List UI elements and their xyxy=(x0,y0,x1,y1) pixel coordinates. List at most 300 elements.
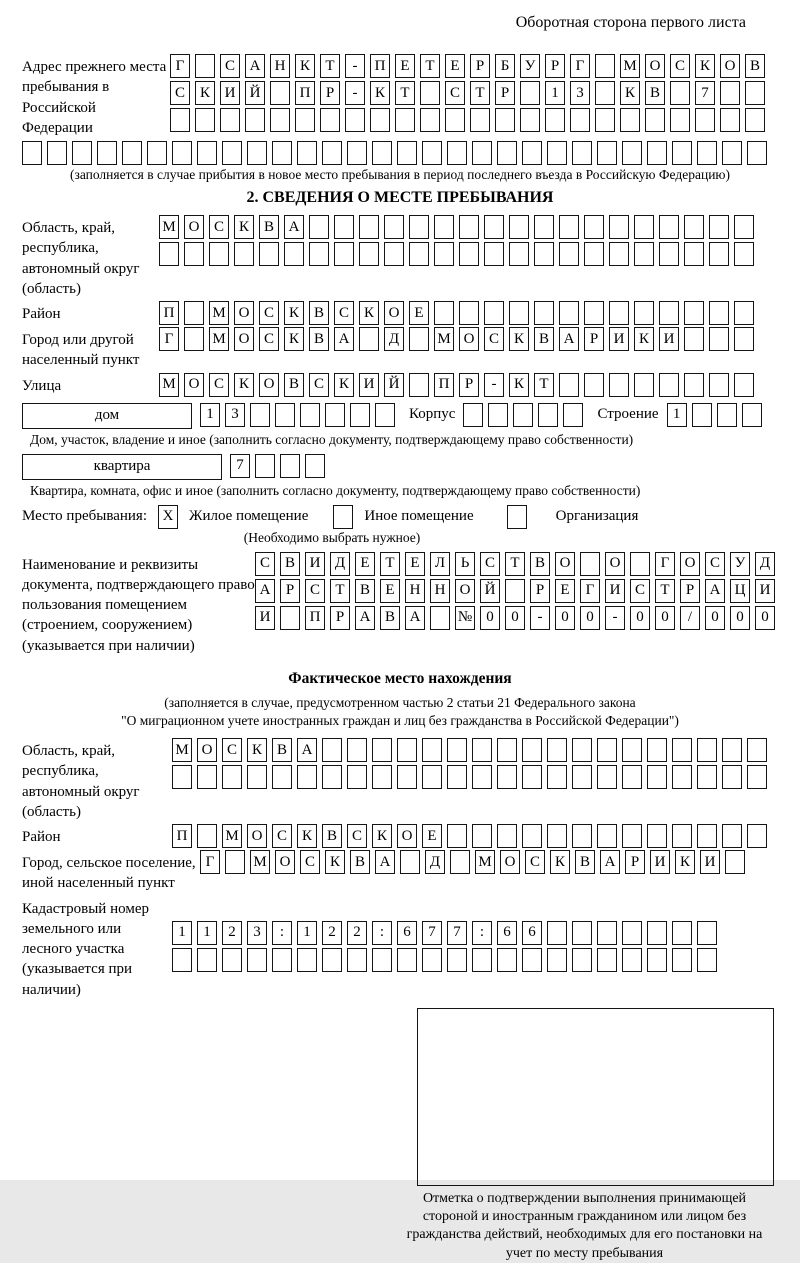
form-cell[interactable] xyxy=(409,373,429,397)
form-cell[interactable]: В xyxy=(309,327,329,351)
form-cell[interactable] xyxy=(647,765,667,789)
form-cell[interactable]: 7 xyxy=(447,921,467,945)
form-cell[interactable]: Т xyxy=(395,81,415,105)
form-cell[interactable] xyxy=(184,301,204,325)
form-cell[interactable]: П xyxy=(159,301,179,325)
form-cell[interactable] xyxy=(547,141,567,165)
form-cell[interactable]: И xyxy=(605,579,625,603)
form-cell[interactable] xyxy=(697,141,717,165)
form-cell[interactable] xyxy=(222,765,242,789)
form-cell[interactable] xyxy=(559,242,579,266)
form-cell[interactable]: О xyxy=(234,327,254,351)
form-cell[interactable]: Н xyxy=(270,54,290,78)
form-cell[interactable]: М xyxy=(434,327,454,351)
form-cell[interactable] xyxy=(595,54,615,78)
form-cell[interactable]: 0 xyxy=(630,606,650,630)
form-cell[interactable]: Т xyxy=(380,552,400,576)
form-cell[interactable] xyxy=(322,141,342,165)
form-cell[interactable]: О xyxy=(459,327,479,351)
form-cell[interactable]: С xyxy=(525,850,545,874)
form-cell[interactable] xyxy=(570,108,590,132)
form-cell[interactable]: Б xyxy=(495,54,515,78)
form-cell[interactable]: В xyxy=(534,327,554,351)
form-cell[interactable]: В xyxy=(259,215,279,239)
form-cell[interactable] xyxy=(520,108,540,132)
form-cell[interactable] xyxy=(234,242,254,266)
form-cell[interactable]: Е xyxy=(380,579,400,603)
form-cell[interactable] xyxy=(463,403,483,427)
form-cell[interactable] xyxy=(409,215,429,239)
form-cell[interactable]: 0 xyxy=(655,606,675,630)
form-cell[interactable] xyxy=(359,242,379,266)
form-cell[interactable]: О xyxy=(259,373,279,397)
form-cell[interactable]: А xyxy=(600,850,620,874)
form-cell[interactable]: О xyxy=(184,373,204,397)
form-cell[interactable]: Т xyxy=(470,81,490,105)
form-cell[interactable]: 0 xyxy=(755,606,775,630)
form-cell[interactable]: Г xyxy=(570,54,590,78)
form-cell[interactable]: В xyxy=(350,850,370,874)
form-cell[interactable] xyxy=(609,301,629,325)
form-cell[interactable]: В xyxy=(284,373,304,397)
form-cell[interactable]: К xyxy=(620,81,640,105)
form-cell[interactable]: Р xyxy=(530,579,550,603)
form-cell[interactable]: 1 xyxy=(200,403,220,427)
form-cell[interactable] xyxy=(520,81,540,105)
form-cell[interactable] xyxy=(547,921,567,945)
form-cell[interactable]: В xyxy=(272,738,292,762)
form-cell[interactable] xyxy=(659,242,679,266)
form-cell[interactable] xyxy=(445,108,465,132)
form-cell[interactable]: Г xyxy=(159,327,179,351)
form-cell[interactable]: К xyxy=(247,738,267,762)
form-cell[interactable]: К xyxy=(234,373,254,397)
form-cell[interactable] xyxy=(447,824,467,848)
form-cell[interactable]: 0 xyxy=(730,606,750,630)
form-cell[interactable] xyxy=(197,141,217,165)
form-cell[interactable] xyxy=(472,824,492,848)
stay-type-checkbox-cell[interactable]: X xyxy=(158,505,178,529)
form-cell[interactable]: С xyxy=(209,215,229,239)
form-cell[interactable] xyxy=(384,242,404,266)
form-cell[interactable]: Е xyxy=(405,552,425,576)
form-cell[interactable]: 3 xyxy=(225,403,245,427)
form-cell[interactable] xyxy=(709,242,729,266)
form-cell[interactable]: Е xyxy=(445,54,465,78)
form-cell[interactable] xyxy=(597,948,617,972)
form-cell[interactable]: М xyxy=(209,301,229,325)
form-cell[interactable] xyxy=(547,948,567,972)
form-cell[interactable] xyxy=(422,141,442,165)
form-cell[interactable] xyxy=(488,403,508,427)
form-cell[interactable]: О xyxy=(384,301,404,325)
form-cell[interactable] xyxy=(322,948,342,972)
form-cell[interactable]: А xyxy=(245,54,265,78)
form-cell[interactable]: 7 xyxy=(230,454,250,478)
form-cell[interactable] xyxy=(422,738,442,762)
form-cell[interactable] xyxy=(47,141,67,165)
form-cell[interactable] xyxy=(609,215,629,239)
form-cell[interactable] xyxy=(720,108,740,132)
form-cell[interactable] xyxy=(734,301,754,325)
form-cell[interactable] xyxy=(470,108,490,132)
form-cell[interactable]: В xyxy=(575,850,595,874)
form-cell[interactable] xyxy=(538,403,558,427)
form-cell[interactable] xyxy=(584,215,604,239)
form-cell[interactable] xyxy=(622,921,642,945)
form-cell[interactable] xyxy=(684,373,704,397)
form-cell[interactable]: О xyxy=(455,579,475,603)
form-cell[interactable] xyxy=(559,301,579,325)
form-cell[interactable] xyxy=(259,242,279,266)
form-cell[interactable] xyxy=(97,141,117,165)
form-cell[interactable]: В xyxy=(745,54,765,78)
form-cell[interactable] xyxy=(563,403,583,427)
form-cell[interactable] xyxy=(509,242,529,266)
form-cell[interactable]: Р xyxy=(280,579,300,603)
form-cell[interactable] xyxy=(447,765,467,789)
form-cell[interactable] xyxy=(684,242,704,266)
form-cell[interactable] xyxy=(384,215,404,239)
form-cell[interactable]: Т xyxy=(320,54,340,78)
form-cell[interactable]: С xyxy=(705,552,725,576)
form-cell[interactable] xyxy=(697,921,717,945)
form-cell[interactable]: О xyxy=(555,552,575,576)
form-cell[interactable] xyxy=(222,141,242,165)
form-cell[interactable] xyxy=(684,301,704,325)
form-cell[interactable]: : xyxy=(272,921,292,945)
form-cell[interactable] xyxy=(220,108,240,132)
form-cell[interactable]: С xyxy=(305,579,325,603)
form-cell[interactable] xyxy=(672,921,692,945)
form-cell[interactable] xyxy=(745,108,765,132)
form-cell[interactable] xyxy=(670,81,690,105)
form-cell[interactable]: 6 xyxy=(397,921,417,945)
form-cell[interactable] xyxy=(634,301,654,325)
form-cell[interactable] xyxy=(747,765,767,789)
form-cell[interactable]: Е xyxy=(395,54,415,78)
form-cell[interactable] xyxy=(322,738,342,762)
form-cell[interactable] xyxy=(747,738,767,762)
form-cell[interactable] xyxy=(347,738,367,762)
form-cell[interactable]: 0 xyxy=(705,606,725,630)
form-cell[interactable] xyxy=(722,824,742,848)
form-cell[interactable] xyxy=(597,921,617,945)
form-cell[interactable] xyxy=(447,141,467,165)
form-cell[interactable]: К xyxy=(359,301,379,325)
form-cell[interactable] xyxy=(434,242,454,266)
form-cell[interactable] xyxy=(297,948,317,972)
form-cell[interactable] xyxy=(395,108,415,132)
form-cell[interactable]: А xyxy=(355,606,375,630)
form-cell[interactable]: К xyxy=(325,850,345,874)
form-cell[interactable] xyxy=(195,108,215,132)
form-cell[interactable]: 3 xyxy=(570,81,590,105)
form-cell[interactable]: В xyxy=(530,552,550,576)
form-cell[interactable]: 0 xyxy=(505,606,525,630)
form-cell[interactable]: № xyxy=(455,606,475,630)
form-cell[interactable]: К xyxy=(634,327,654,351)
form-cell[interactable]: М xyxy=(475,850,495,874)
form-cell[interactable] xyxy=(472,765,492,789)
form-cell[interactable]: 7 xyxy=(422,921,442,945)
form-cell[interactable]: Р xyxy=(459,373,479,397)
form-cell[interactable]: - xyxy=(530,606,550,630)
form-cell[interactable]: С xyxy=(630,579,650,603)
form-cell[interactable] xyxy=(513,403,533,427)
form-cell[interactable]: Л xyxy=(430,552,450,576)
form-cell[interactable]: 7 xyxy=(695,81,715,105)
form-cell[interactable] xyxy=(584,242,604,266)
form-cell[interactable] xyxy=(622,738,642,762)
form-cell[interactable] xyxy=(295,108,315,132)
form-cell[interactable]: М xyxy=(172,738,192,762)
form-cell[interactable] xyxy=(634,373,654,397)
form-cell[interactable] xyxy=(559,215,579,239)
form-cell[interactable] xyxy=(595,108,615,132)
form-cell[interactable]: 0 xyxy=(580,606,600,630)
form-cell[interactable] xyxy=(270,81,290,105)
form-cell[interactable] xyxy=(184,327,204,351)
form-cell[interactable] xyxy=(272,948,292,972)
form-cell[interactable] xyxy=(397,141,417,165)
form-cell[interactable] xyxy=(334,215,354,239)
form-cell[interactable] xyxy=(359,215,379,239)
form-cell[interactable] xyxy=(659,373,679,397)
form-cell[interactable]: 1 xyxy=(197,921,217,945)
form-cell[interactable]: Т xyxy=(534,373,554,397)
form-cell[interactable] xyxy=(459,301,479,325)
form-cell[interactable] xyxy=(400,850,420,874)
form-cell[interactable] xyxy=(495,108,515,132)
form-cell[interactable] xyxy=(509,301,529,325)
form-cell[interactable]: Г xyxy=(200,850,220,874)
form-cell[interactable] xyxy=(534,301,554,325)
form-cell[interactable] xyxy=(422,948,442,972)
form-cell[interactable] xyxy=(280,454,300,478)
form-cell[interactable]: О xyxy=(197,738,217,762)
form-cell[interactable]: М xyxy=(250,850,270,874)
form-cell[interactable]: Й xyxy=(480,579,500,603)
form-cell[interactable] xyxy=(447,738,467,762)
form-cell[interactable]: О xyxy=(605,552,625,576)
form-cell[interactable]: С xyxy=(222,738,242,762)
form-cell[interactable] xyxy=(559,373,579,397)
form-cell[interactable]: К xyxy=(370,81,390,105)
form-cell[interactable]: С xyxy=(220,54,240,78)
form-cell[interactable] xyxy=(747,141,767,165)
form-cell[interactable]: К xyxy=(334,373,354,397)
form-cell[interactable] xyxy=(497,738,517,762)
form-cell[interactable] xyxy=(672,738,692,762)
form-cell[interactable] xyxy=(284,242,304,266)
form-cell[interactable] xyxy=(720,81,740,105)
form-cell[interactable]: 1 xyxy=(172,921,192,945)
form-cell[interactable] xyxy=(22,141,42,165)
form-cell[interactable] xyxy=(222,948,242,972)
form-cell[interactable]: В xyxy=(322,824,342,848)
form-cell[interactable] xyxy=(695,108,715,132)
form-cell[interactable] xyxy=(672,948,692,972)
form-cell[interactable]: У xyxy=(730,552,750,576)
form-cell[interactable]: К xyxy=(297,824,317,848)
form-cell[interactable]: И xyxy=(255,606,275,630)
form-cell[interactable]: 0 xyxy=(555,606,575,630)
form-cell[interactable] xyxy=(522,765,542,789)
form-cell[interactable]: Е xyxy=(422,824,442,848)
form-cell[interactable]: С xyxy=(334,301,354,325)
form-cell[interactable] xyxy=(450,850,470,874)
form-cell[interactable] xyxy=(420,108,440,132)
form-cell[interactable]: К xyxy=(295,54,315,78)
form-cell[interactable] xyxy=(709,301,729,325)
form-cell[interactable]: Р xyxy=(545,54,565,78)
form-cell[interactable] xyxy=(672,141,692,165)
form-cell[interactable] xyxy=(622,948,642,972)
form-cell[interactable]: М xyxy=(159,373,179,397)
form-cell[interactable]: О xyxy=(397,824,417,848)
form-cell[interactable] xyxy=(159,242,179,266)
form-cell[interactable] xyxy=(195,54,215,78)
form-cell[interactable] xyxy=(725,850,745,874)
form-cell[interactable] xyxy=(497,141,517,165)
form-cell[interactable] xyxy=(72,141,92,165)
form-cell[interactable] xyxy=(359,327,379,351)
form-cell[interactable] xyxy=(325,403,345,427)
form-cell[interactable]: - xyxy=(605,606,625,630)
form-cell[interactable]: С xyxy=(347,824,367,848)
form-cell[interactable] xyxy=(420,81,440,105)
form-cell[interactable]: И xyxy=(305,552,325,576)
form-cell[interactable] xyxy=(172,948,192,972)
form-cell[interactable]: Г xyxy=(655,552,675,576)
form-cell[interactable] xyxy=(459,215,479,239)
form-cell[interactable] xyxy=(397,765,417,789)
form-cell[interactable]: С xyxy=(445,81,465,105)
form-cell[interactable] xyxy=(684,215,704,239)
form-cell[interactable] xyxy=(742,403,762,427)
form-cell[interactable] xyxy=(709,215,729,239)
form-cell[interactable] xyxy=(534,242,554,266)
form-cell[interactable] xyxy=(372,765,392,789)
form-cell[interactable] xyxy=(580,552,600,576)
form-cell[interactable] xyxy=(597,141,617,165)
form-cell[interactable] xyxy=(670,108,690,132)
form-cell[interactable] xyxy=(572,921,592,945)
form-cell[interactable] xyxy=(305,454,325,478)
form-cell[interactable] xyxy=(595,81,615,105)
form-cell[interactable]: Д xyxy=(425,850,445,874)
form-cell[interactable] xyxy=(197,765,217,789)
form-cell[interactable]: С xyxy=(309,373,329,397)
form-cell[interactable]: С xyxy=(170,81,190,105)
form-cell[interactable] xyxy=(484,215,504,239)
form-cell[interactable] xyxy=(572,141,592,165)
form-cell[interactable]: А xyxy=(559,327,579,351)
form-cell[interactable] xyxy=(545,108,565,132)
form-cell[interactable]: А xyxy=(334,327,354,351)
form-cell[interactable] xyxy=(522,824,542,848)
form-cell[interactable] xyxy=(197,948,217,972)
form-cell[interactable]: Д xyxy=(755,552,775,576)
form-cell[interactable]: К xyxy=(372,824,392,848)
form-cell[interactable]: 2 xyxy=(347,921,367,945)
form-cell[interactable] xyxy=(647,824,667,848)
form-cell[interactable]: Г xyxy=(170,54,190,78)
form-cell[interactable] xyxy=(350,403,370,427)
form-cell[interactable]: М xyxy=(209,327,229,351)
stay-type-checkbox-cell[interactable] xyxy=(333,505,353,529)
form-cell[interactable]: 6 xyxy=(497,921,517,945)
form-cell[interactable]: А xyxy=(297,738,317,762)
form-cell[interactable] xyxy=(634,215,654,239)
form-cell[interactable] xyxy=(647,738,667,762)
form-cell[interactable] xyxy=(547,824,567,848)
form-cell[interactable] xyxy=(497,765,517,789)
form-cell[interactable] xyxy=(347,765,367,789)
form-cell[interactable]: И xyxy=(650,850,670,874)
form-cell[interactable]: - xyxy=(484,373,504,397)
form-cell[interactable] xyxy=(597,824,617,848)
form-cell[interactable] xyxy=(697,738,717,762)
form-cell[interactable] xyxy=(472,948,492,972)
form-cell[interactable]: С xyxy=(255,552,275,576)
form-cell[interactable]: Й xyxy=(245,81,265,105)
form-cell[interactable] xyxy=(172,765,192,789)
form-cell[interactable] xyxy=(609,373,629,397)
form-cell[interactable] xyxy=(522,141,542,165)
form-cell[interactable] xyxy=(622,141,642,165)
form-cell[interactable] xyxy=(297,765,317,789)
form-cell[interactable] xyxy=(372,141,392,165)
form-cell[interactable] xyxy=(484,242,504,266)
form-cell[interactable] xyxy=(630,552,650,576)
form-cell[interactable]: О xyxy=(234,301,254,325)
form-cell[interactable] xyxy=(672,765,692,789)
form-cell[interactable]: : xyxy=(472,921,492,945)
form-cell[interactable]: : xyxy=(372,921,392,945)
form-cell[interactable]: С xyxy=(484,327,504,351)
form-cell[interactable] xyxy=(522,738,542,762)
form-cell[interactable]: П xyxy=(295,81,315,105)
form-cell[interactable] xyxy=(745,81,765,105)
form-cell[interactable] xyxy=(709,373,729,397)
form-cell[interactable] xyxy=(497,824,517,848)
form-cell[interactable] xyxy=(572,948,592,972)
form-cell[interactable] xyxy=(170,108,190,132)
form-cell[interactable] xyxy=(434,301,454,325)
form-cell[interactable]: 1 xyxy=(667,403,687,427)
form-cell[interactable]: И xyxy=(700,850,720,874)
form-cell[interactable] xyxy=(334,242,354,266)
form-cell[interactable] xyxy=(309,242,329,266)
form-cell[interactable]: - xyxy=(345,54,365,78)
form-cell[interactable] xyxy=(447,948,467,972)
form-cell[interactable] xyxy=(497,948,517,972)
form-cell[interactable] xyxy=(647,921,667,945)
form-cell[interactable]: П xyxy=(434,373,454,397)
form-cell[interactable]: О xyxy=(720,54,740,78)
form-cell[interactable] xyxy=(697,824,717,848)
form-cell[interactable] xyxy=(647,141,667,165)
form-cell[interactable] xyxy=(547,738,567,762)
form-cell[interactable]: С xyxy=(300,850,320,874)
form-cell[interactable]: О xyxy=(500,850,520,874)
form-cell[interactable]: Р xyxy=(680,579,700,603)
form-cell[interactable] xyxy=(347,141,367,165)
form-cell[interactable] xyxy=(397,948,417,972)
form-cell[interactable]: С xyxy=(670,54,690,78)
